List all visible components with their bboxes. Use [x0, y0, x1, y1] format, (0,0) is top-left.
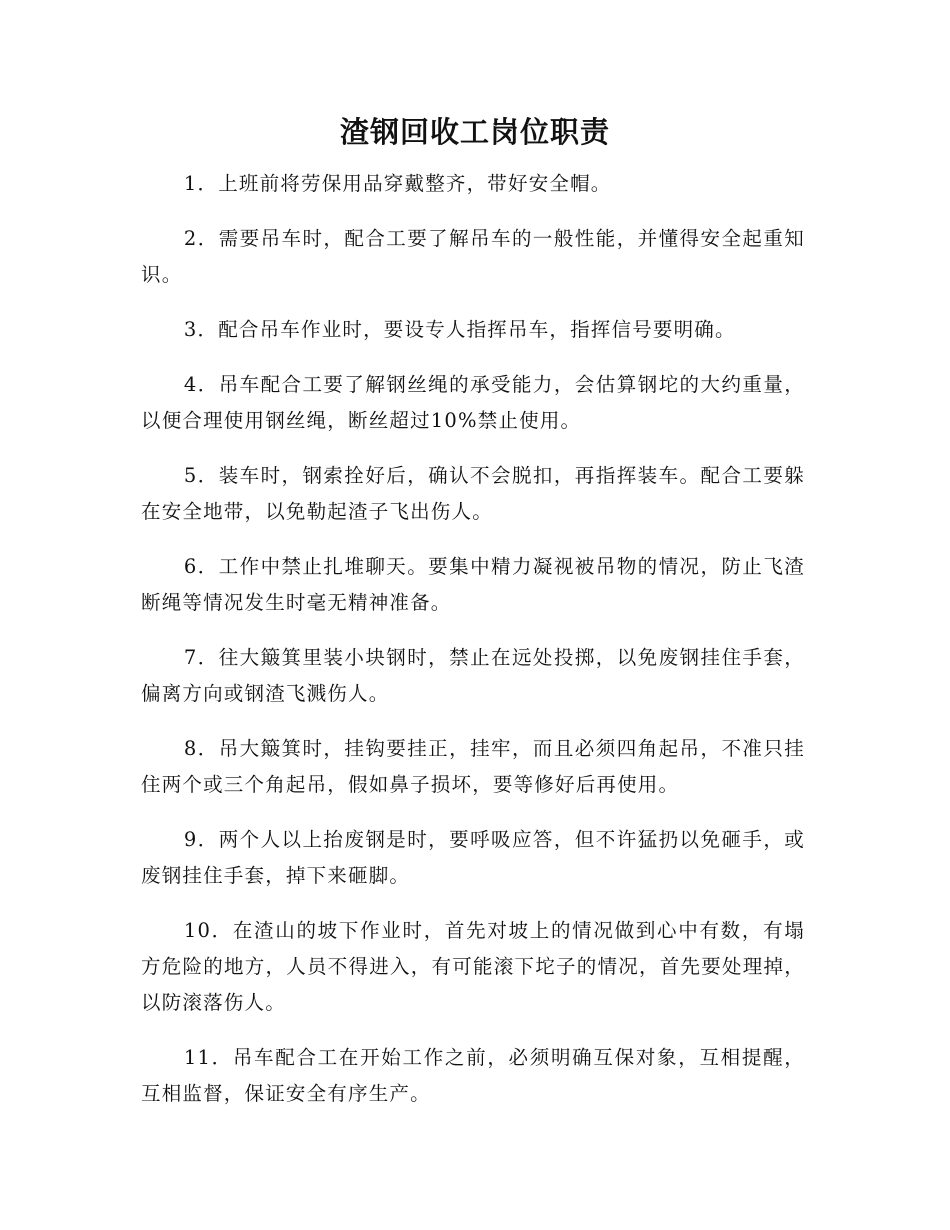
duty-item-7: 7．往大簸箕里装小块钢时，禁止在远处投掷，以免废钢挂住手套，偏离方向或钢渣飞溅伤人。 [141, 646, 805, 705]
duty-item-6: 6．工作中禁止扎堆聊天。要集中精力凝视被吊物的情况，防止飞渣断绳等情况发生时毫无精神准备。 [141, 555, 805, 614]
duty-item-11: 11．吊车配合工在开始工作之前，必须明确互保对象，互相提醒，互相监督，保证安全有序生产。 [141, 1046, 805, 1105]
duty-item-4: 4．吊车配合工要了解钢丝绳的承受能力，会估算钢坨的大约重量，以便合理使用钢丝绳，断丝超过10%禁止使用。 [141, 373, 805, 432]
duty-item-9: 9．两个人以上抬废钢是时，要呼吸应答，但不许猛扔以免砸手，或废钢挂住手套，掉下来砸脚。 [141, 828, 805, 887]
duty-item-8: 8．吊大簸箕时，挂钩要挂正，挂牢，而且必须四角起吊，不准只挂住两个或三个角起吊，假如鼻子损坏，要等修好后再使用。 [141, 737, 805, 796]
document-title: 渣钢回收工岗位职责 [339, 115, 610, 149]
duty-item-1: 1．上班前将劳保用品穿戴整齐，带好安全帽。 [183, 172, 612, 195]
document-body [141, 166, 805, 1131]
duty-item-2: 2．需要吊车时，配合工要了解吊车的一般性能，并懂得安全起重知识。 [141, 227, 805, 286]
duty-item-5: 5．装车时，钢索拴好后，确认不会脱扣，再指挥装车。配合工要躲在安全地带，以免勒起渣子飞出伤人。 [141, 464, 805, 523]
duty-item-10: 10．在渣山的坡下作业时，首先对坡上的情况做到心中有数，有塌方危险的地方，人员不得进入，有可能滚下坨子的情况，首先要处理掉，以防滚落伤人。 [141, 919, 805, 1014]
duty-item-3: 3．配合吊车作业时，要设专人指挥吊车，指挥信号要明确。 [183, 318, 736, 341]
